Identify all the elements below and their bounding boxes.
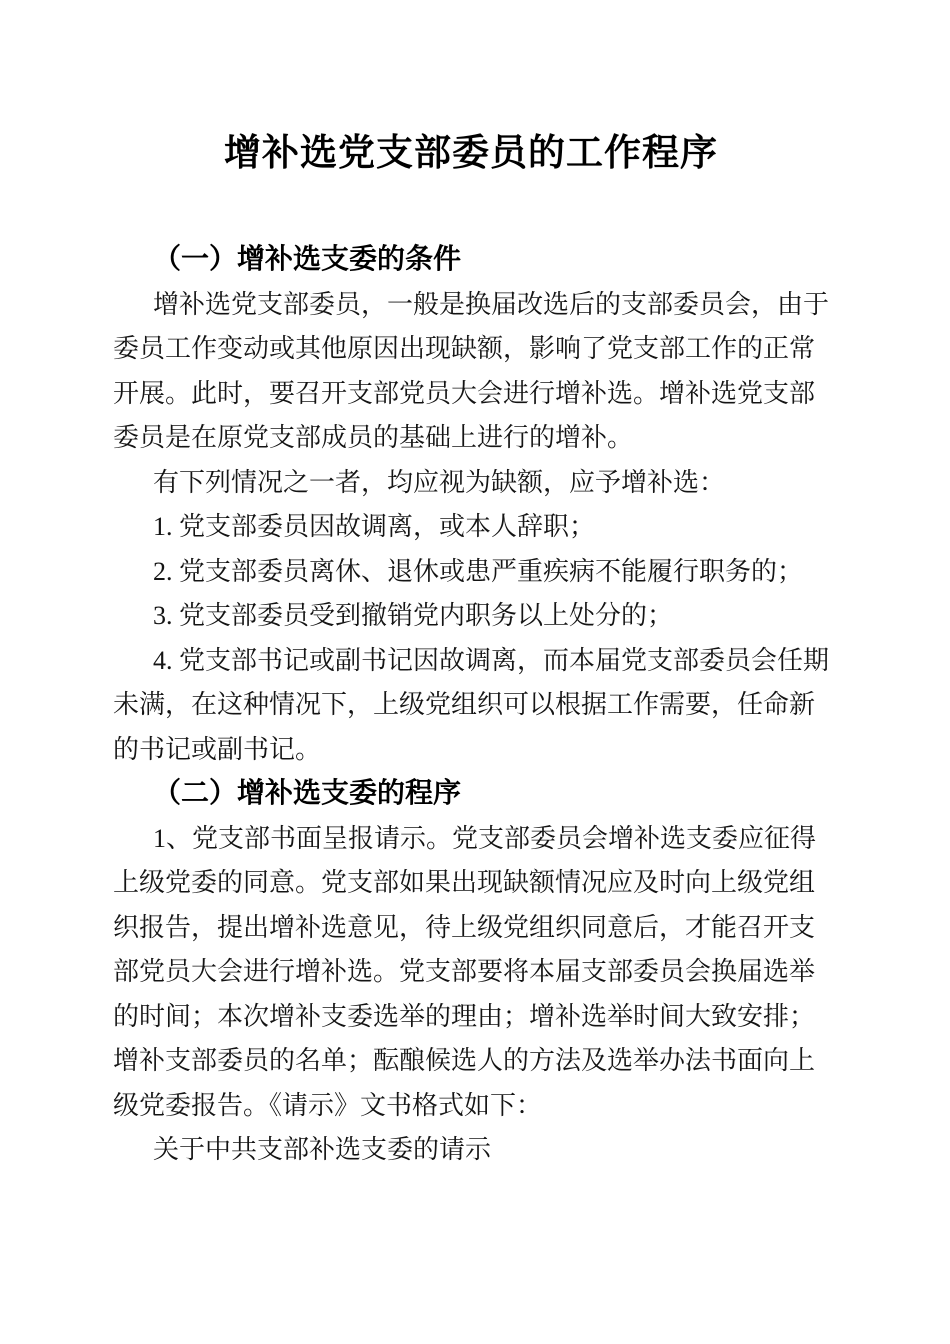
- text-line: 级党委报告。《请示》文书格式如下：: [113, 1090, 543, 1120]
- text-line: 3. 党支部委员受到撤销党内职务以上处分的；: [153, 601, 674, 630]
- text-line: 织报告，提出增补选意见，待上级党组织同意后，才能召开支: [113, 912, 816, 942]
- text-line: 委员是在原党支部成员的基础上进行的增补。: [113, 423, 634, 452]
- text-line: 上级党委的同意。党支部如果出现缺额情况应及时向上级党组: [113, 868, 816, 897]
- section-heading: （二）增补选支委的程序: [153, 778, 462, 809]
- text-line: 的书记或副书记。: [113, 734, 322, 764]
- document-body: [113, 238, 833, 1173]
- text-line: 2. 党支部委员离休、退休或患严重疾病不能履行职务的；: [153, 556, 804, 586]
- text-line: 4. 党支部书记或副书记因故调离，而本届党支部委员会任期: [153, 645, 830, 675]
- text-line: 1、党支部书面呈报请示。党支部委员会增补选支委应征得: [153, 823, 817, 853]
- text-line: 有下列情况之一者，均应视为缺额，应予增补选：: [153, 467, 726, 497]
- text-line: 1. 党支部委员因故调离，或本人辞职；: [153, 512, 596, 541]
- text-line: 未满，在这种情况下，上级党组织可以根据工作需要，任命新: [113, 690, 816, 719]
- section-heading: （一）增补选支委的条件: [153, 244, 462, 275]
- document-title: 增补选党支部委员的工作程序: [224, 133, 718, 174]
- text-line: 部党员大会进行增补选。党支部要将本届支部委员会换届选举: [113, 957, 816, 986]
- text-line: 开展。此时，要召开支部党员大会进行增补选。增补选党支部: [113, 378, 816, 408]
- text-line: 增补支部委员的名单；酝酿候选人的方法及选举办法书面向上: [113, 1046, 816, 1075]
- text-line: 增补选党支部委员，一般是换届改选后的支部委员会，由于: [153, 289, 830, 319]
- text-line: 关于中共支部补选支委的请示: [153, 1135, 492, 1164]
- text-line: 的时间；本次增补支委选举的理由；增补选举时间大致安排；: [113, 1001, 816, 1031]
- text-line: 委员工作变动或其他原因出现缺额，影响了党支部工作的正常: [113, 334, 816, 363]
